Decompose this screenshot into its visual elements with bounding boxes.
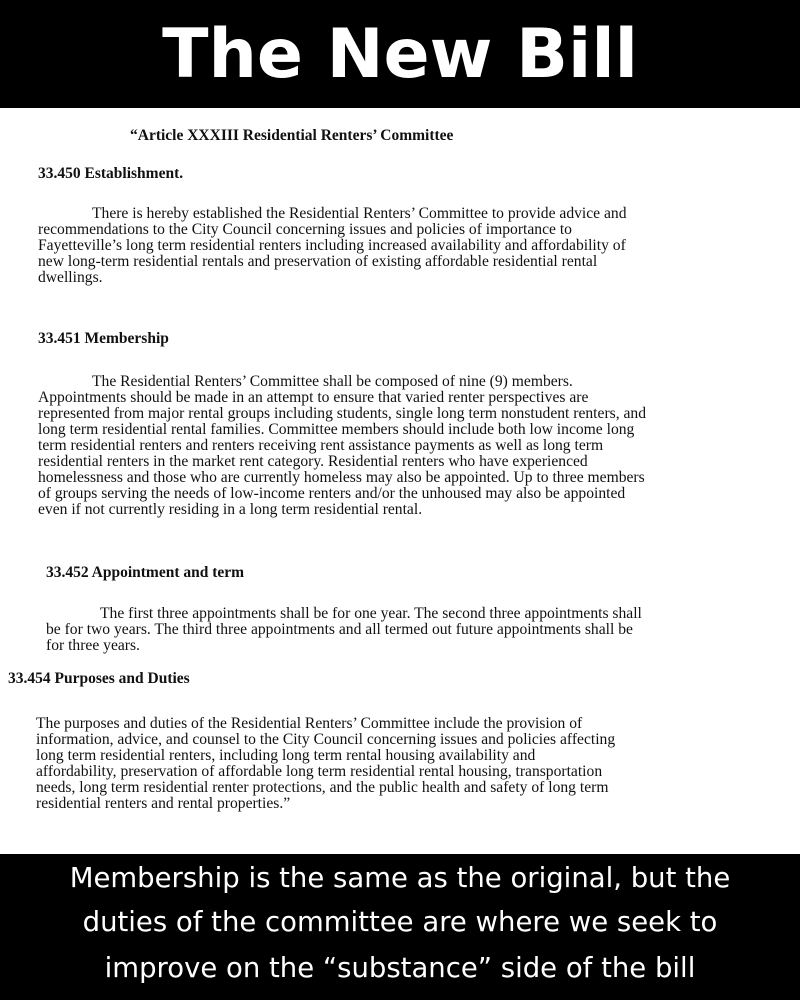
header-banner bbox=[0, 0, 800, 108]
text-line: term residential renters and renters receiving rent assistance payments as well as long term bbox=[38, 437, 604, 454]
section-heading-appointment: 33.452 Appointment and term bbox=[46, 564, 245, 581]
text-line: needs, long term residential renter protections, and the public health and safety of long term bbox=[36, 779, 609, 796]
text-line: affordability, preservation of affordable long term residential rental housing, transportation bbox=[36, 763, 603, 780]
text-line: homelessness and those who are currently homeless may also be appointed. Up to three members bbox=[38, 469, 645, 486]
page-title: The New Bill bbox=[162, 14, 638, 94]
text-line: dwellings. bbox=[38, 269, 103, 286]
section-body-purposes bbox=[36, 716, 615, 812]
text-line: Appointments should be made in an attempt to ensure that varied renter perspectives are bbox=[38, 389, 589, 406]
text-line: The Residential Renters’ Committee shall be composed of nine (9) members. bbox=[92, 373, 573, 390]
text-line: recommendations to the City Council concerning issues and policies of importance to bbox=[38, 221, 572, 238]
text-line: long term residential rental families. Committee members should include both low income long bbox=[38, 421, 635, 438]
document-scan bbox=[0, 108, 800, 854]
text-line: of groups serving the needs of low-income renters and/or the unhoused may also be appointed bbox=[38, 485, 626, 502]
section-heading-membership: 33.451 Membership bbox=[38, 330, 169, 347]
caption-line: Membership is the same as the original, but the bbox=[69, 862, 731, 894]
section-heading-purposes: 33.454 Purposes and Duties bbox=[8, 670, 190, 687]
text-line: be for two years. The third three appointments and all termed out future appointments shall be bbox=[46, 621, 633, 638]
caption-banner bbox=[0, 854, 800, 1000]
text-line: residential renters and rental properties.” bbox=[36, 795, 291, 812]
section-heading-establishment: 33.450 Establishment. bbox=[38, 165, 184, 182]
text-line: residential renters in the market rent category. Residential renters who have experienced bbox=[38, 453, 588, 470]
caption-line: duties of the committee are where we seek to bbox=[82, 906, 718, 938]
text-line: new long-term residential rentals and preservation of existing affordable residential rental bbox=[38, 253, 598, 270]
text-line: even if not currently residing in a long term residential rental. bbox=[38, 501, 423, 518]
section-body-membership bbox=[38, 374, 646, 518]
text-line: The purposes and duties of the Residential Renters’ Committee include the provision of bbox=[36, 715, 583, 732]
caption-line: improve on the “substance” side of the bill bbox=[104, 952, 696, 984]
text-line: for three years. bbox=[46, 637, 140, 654]
text-line: Fayetteville’s long term residential renters including increased availability and affordability of bbox=[38, 237, 626, 254]
text-line: long term residential renters, including long term rental housing availability and bbox=[36, 747, 536, 764]
text-line: represented from major rental groups including students, single long term nonstudent renters, and bbox=[38, 405, 647, 422]
article-title: “Article XXXIII Residential Renters’ Committee bbox=[130, 127, 454, 144]
section-body-establishment bbox=[38, 206, 627, 286]
text-line: The first three appointments shall be for one year. The second three appointments shall bbox=[100, 605, 642, 622]
section-body-appointment bbox=[46, 606, 642, 654]
text-line: There is hereby established the Residential Renters’ Committee to provide advice and bbox=[92, 205, 627, 222]
text-line: information, advice, and counsel to the City Council concerning issues and policies affecting bbox=[36, 731, 616, 748]
